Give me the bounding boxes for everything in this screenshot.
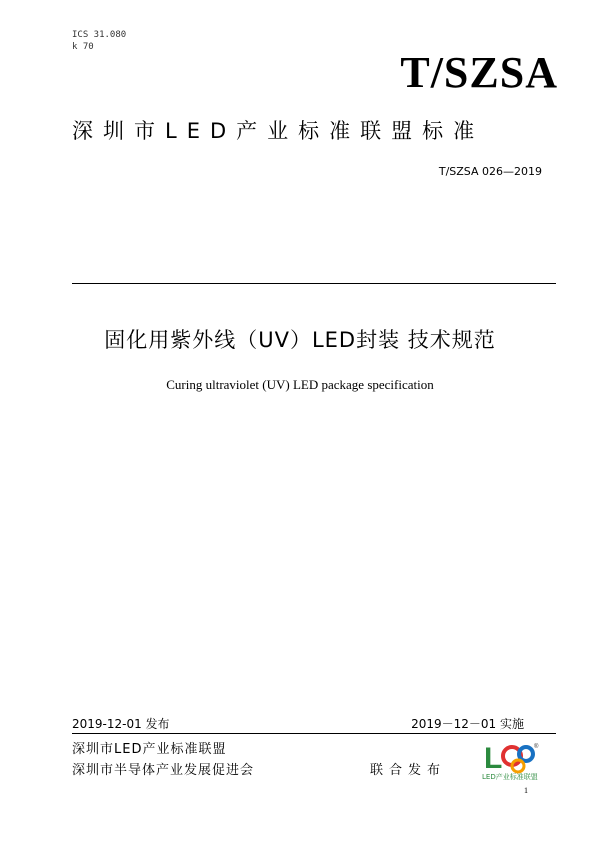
top-divider	[72, 283, 556, 284]
logo-letter-l: L	[484, 742, 503, 775]
organization-title: 深圳市LED产业标准联盟标准	[72, 119, 485, 143]
joint-release-label: 联合发布	[370, 763, 447, 778]
document-title-en: Curing ultraviolet (UV) LED package specification	[166, 377, 434, 392]
page-number: 1	[524, 786, 528, 795]
logo-registered-mark: ®	[534, 744, 539, 750]
ccs-code: k 70	[72, 42, 94, 52]
ics-classification	[72, 29, 126, 53]
ics-code: ICS 31.080	[72, 30, 127, 40]
publish-date: 2019-12-01 发布	[72, 717, 170, 731]
issuer-name: 深圳市LED产业标准联盟	[72, 742, 227, 757]
implement-date: 2019－12－01 实施	[411, 717, 524, 731]
logo-caption: LED产业标准联盟	[482, 773, 538, 781]
document-title-cn: 固化用紫外线（UV）LED封装 技术规范	[104, 328, 496, 352]
standard-mark: T/SZSA	[400, 48, 558, 97]
standard-number: T/SZSA 026—2019	[438, 165, 542, 178]
bottom-divider	[72, 733, 556, 734]
issuer-name: 深圳市半导体产业发展促进会	[72, 763, 255, 778]
